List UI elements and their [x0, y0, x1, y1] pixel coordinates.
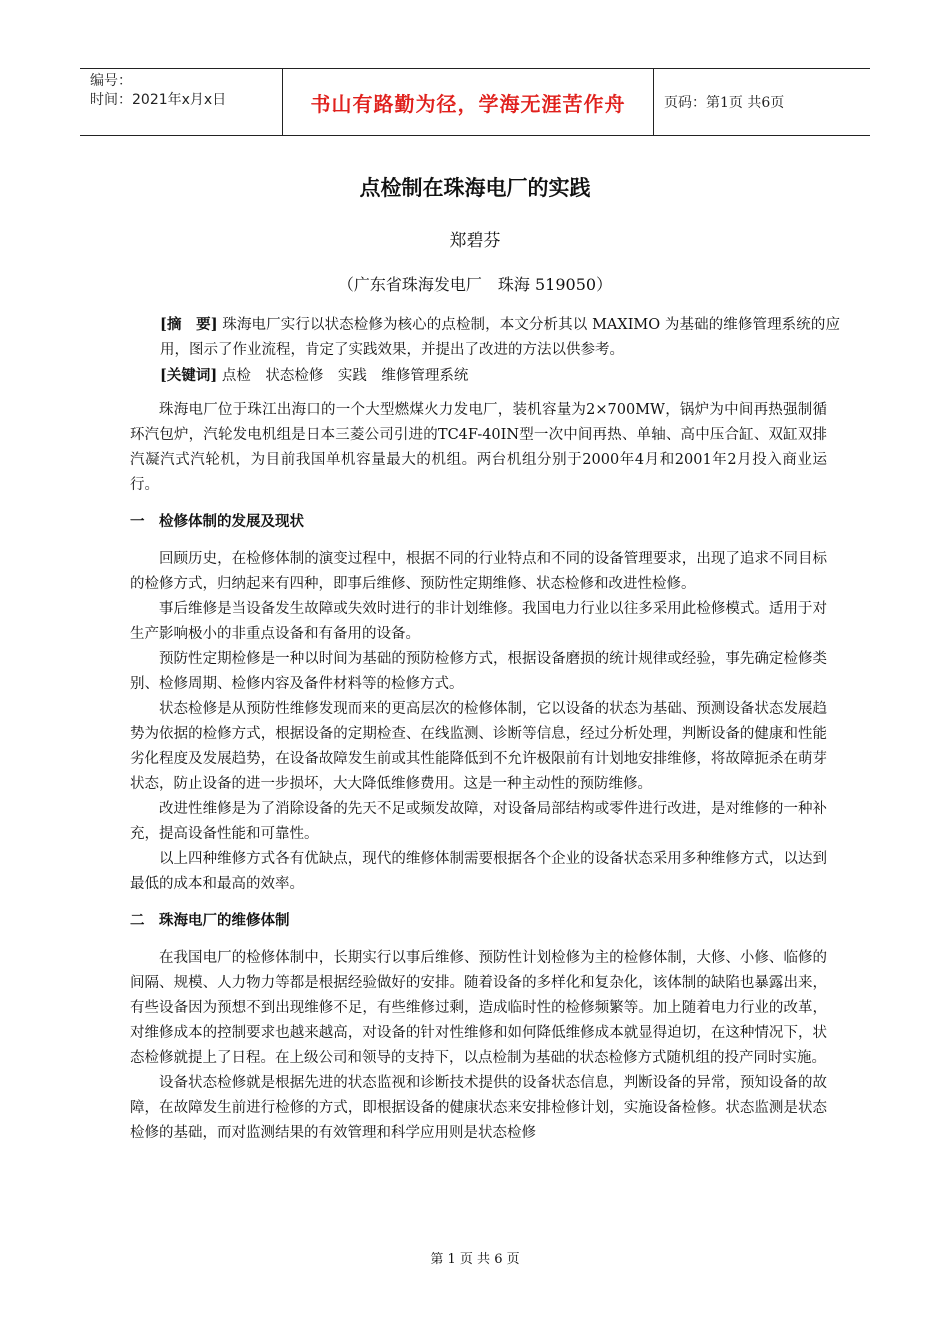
document-time-label: 时间：2021年x月x日: [90, 92, 227, 108]
section-2-heading: 二 珠海电厂的维修体制: [130, 913, 290, 929]
intro-paragraph: 珠海电厂位于珠江出海口的一个大型燃煤火力发电厂，装机容量为2×700MW，锅炉为中间再热强制循环汽包炉，汽轮发电机组是日本三菱公司引进的TC4F-40IN型一次中间再热、单轴、高中压合缸、双缸双排汽凝汽式汽轮机，为目前我国单机容量最大的机组。两台机组分别于2000年4月和2001年2月投入商业运行。: [130, 402, 827, 493]
abstract-paragraph: [160, 312, 840, 363]
author-affiliation: （广东省珠海发电厂 珠海 519050）: [337, 275, 613, 294]
header-motto-cell: [282, 69, 654, 135]
page-footer: 第 1 页 共 6 页: [430, 1252, 520, 1267]
section-1-paragraph-3: 预防性定期检修是一种以时间为基础的预防检修方式，根据设备磨损的统计规律或经验，事先确定检修类别、检修周期、检修内容及备件材料等的检修方式。: [130, 651, 827, 692]
section-1-paragraph-2: 事后维修是当设备发生故障或失效时进行的非计划维修。我国电力行业以往多采用此检修模式。适用于对生产影响极小的非重点设备和有备用的设备。: [130, 601, 827, 642]
header-page-info-cell: [654, 69, 870, 135]
section-1-paragraph-4: 状态检修是从预防性维修发现而来的更高层次的检修体制，它以设备的状态为基础、预测设备状态发展趋势为依据的检修方式，根据设备的定期检查、在线监测、诊断等信息，经过分析处理，判断设备的健康和性能劣化程度及发展趋势，在设备故障发生前或其性能降低到不允许极限前有计划地安排维修，将故障扼杀在萌芽状态，防止设备的进一步损坏，大大降低维修费用。这是一种主动性的预防维修。: [130, 701, 827, 792]
header-page-info: 页码：第1页 共6页: [664, 95, 785, 111]
section-1-paragraph-6: 以上四种维修方式各有优缺点，现代的维修体制需要根据各个企业的设备状态采用多种维修方式，以达到最低的成本和最高的效率。: [130, 851, 827, 892]
article-body: [130, 398, 827, 1146]
header-table: [80, 68, 870, 136]
page-title: 点检制在珠海电厂的实践: [359, 176, 591, 200]
author-name: 郑碧芬: [449, 231, 501, 251]
section-2-paragraph-2: 设备状态检修就是根据先进的状态监视和诊断技术提供的设备状态信息，判断设备的异常，预知设备的故障，在故障发生前进行检修的方式，即根据设备的健康状态来安排检修计划，实施设备检修。状态监测是状态检修的基础，而对监测结果的有效管理和科学应用则是状态检修: [130, 1075, 827, 1141]
abstract-block: [160, 312, 840, 389]
abstract-tag: [摘 要]: [160, 316, 218, 333]
section-1-heading: 一 检修体制的发展及现状: [130, 514, 304, 530]
section-1-paragraph-5: 改进性维修是为了消除设备的先天不足或频发故障，对设备局部结构或零件进行改进，是对维修的一种补充，提高设备性能和可靠性。: [130, 801, 827, 842]
header-motto: 书山有路勤为径，学海无涯苦作舟: [310, 91, 626, 116]
header-left-cell: [80, 69, 282, 135]
keywords-text: 点检 状态检修 实践 维修管理系统: [221, 368, 469, 384]
abstract-text: 珠海电厂实行以状态检修为核心的点检制，本文分析其以 MAXIMO 为基础的维修管理系统的应用，图示了作业流程，肯定了实践效果，并提出了改进的方法以供参考。: [160, 317, 840, 358]
section-2-paragraph-1: 在我国电厂的检修体制中，长期实行以事后维修、预防性计划检修为主的检修体制，大修、小修、临修的间隔、规模、人力物力等都是根据经验做好的安排。随着设备的多样化和复杂化，该体制的缺陷也暴露出来，有些设备因为预想不到出现维修不足，有些维修过剩，造成临时性的检修频繁等。加上随着电力行业的改革，对维修成本的控制要求也越来越高，对设备的针对性维修和如何降低维修成本就显得迫切，在这种情况下，状态检修就提上了日程。在上级公司和领导的支持下，以点检制为基础的状态检修方式随机组的投产同时实施。: [130, 950, 827, 1066]
keywords-tag: [关键词]: [160, 367, 218, 384]
keywords-line: [160, 363, 840, 389]
document-number-label: 编号：: [90, 73, 132, 89]
section-1-paragraph-1: 回顾历史，在检修体制的演变过程中，根据不同的行业特点和不同的设备管理要求，出现了追求不同目标的检修方式，归纳起来有四种，即事后维修、预防性定期维修、状态检修和改进性检修。: [130, 551, 827, 592]
